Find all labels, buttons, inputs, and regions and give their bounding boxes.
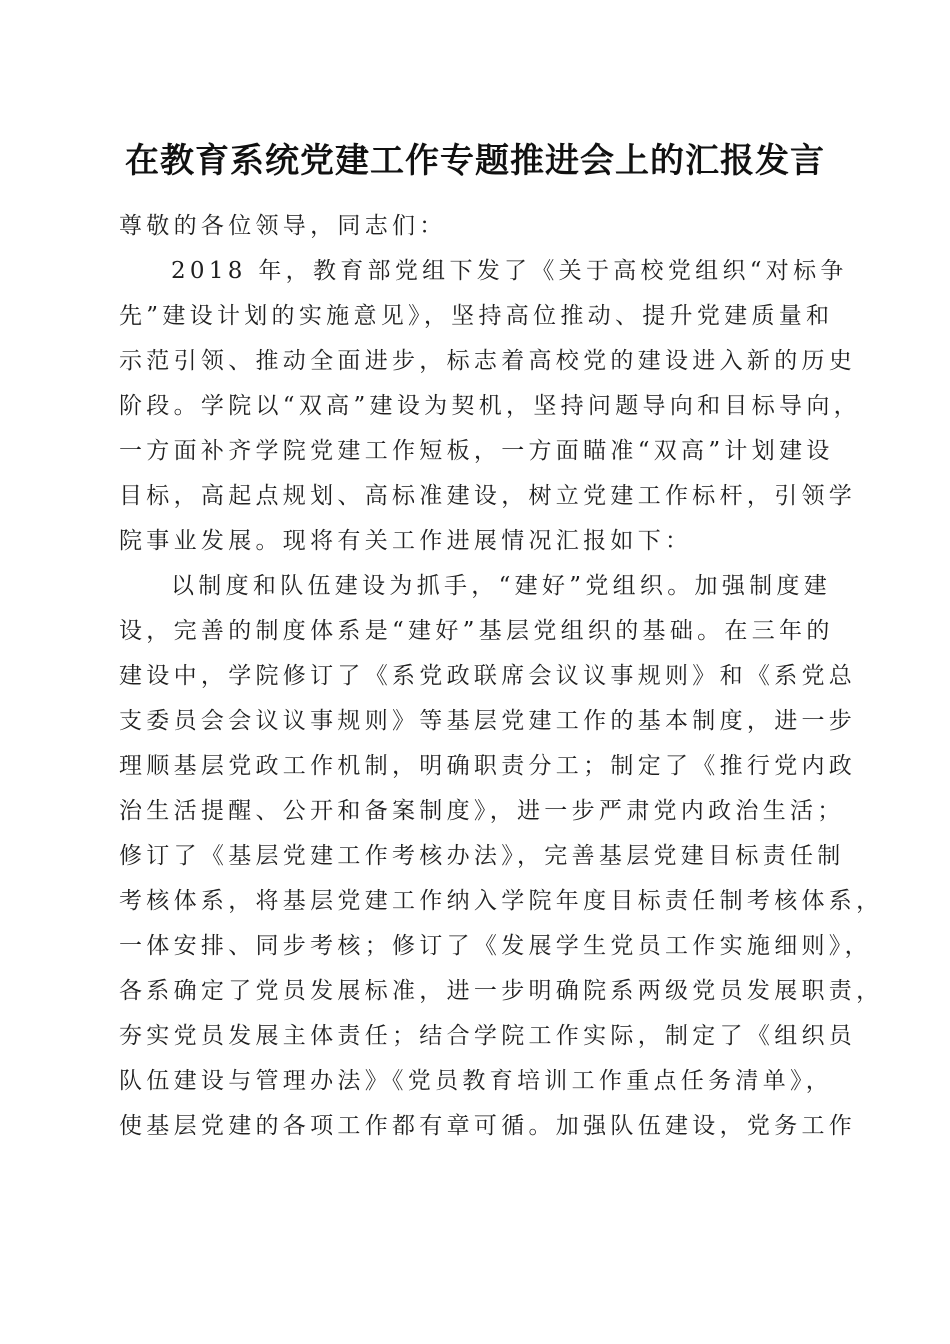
paragraph-2-line: 治生活提醒、公开和备案制度》，进一步严肃党内政治生活； (119, 798, 845, 824)
paragraph-2-line: 使基层党建的各项工作都有章可循。加强队伍建设，党务工作 (119, 1113, 857, 1139)
paragraph-1-line: 阶段。学院以“双高”建设为契机，坚持问题导向和目标导向， (119, 393, 861, 419)
paragraph-2-line: 设，完善的制度体系是“建好”基层党组织的基础。在三年的 (119, 618, 834, 644)
paragraph-2-line: 理顺基层党政工作机制，明确职责分工；制定了《推行党内政 (119, 753, 857, 779)
paragraph-2-line: 队伍建设与管理办法》《党员教育培训工作重点任务清单》， (119, 1068, 834, 1094)
paragraph-2-line: 修订了《基层党建工作考核办法》，完善基层党建目标责任制 (119, 843, 845, 869)
paragraph-1-line: 目标，高起点规划、高标准建设，树立党建工作标杆，引领学 (119, 483, 857, 509)
paragraph-2-line: 一体安排、同步考核；修订了《发展学生党员工作实施细则》， (119, 933, 872, 959)
paragraph-2-line: 考核体系，将基层党建工作纳入学院年度目标责任制考核体系， (119, 888, 884, 914)
paragraph-2-line: 建设中，学院修订了《系党政联席会议议事规则》和《系党总 (119, 663, 857, 689)
paragraph-1-line: 一方面补齐学院党建工作短板，一方面瞄准“双高”计划建设 (119, 438, 834, 464)
paragraph-2-line: 夯实党员发展主体责任；结合学院工作实际，制定了《组织员 (119, 1023, 857, 1049)
document-title: 在教育系统党建工作专题推进会上的汇报发言 (125, 141, 825, 181)
paragraph-1-line: 先”建设计划的实施意见》，坚持高位推动、提升党建质量和 (119, 303, 834, 329)
paragraph-2-line: 各系确定了党员发展标准，进一步明确院系两级党员发展职责， (119, 978, 884, 1004)
paragraph-2-line: 支委员会会议议事规则》等基层党建工作的基本制度，进一步 (119, 708, 857, 734)
greeting-line: 尊敬的各位领导，同志们： (119, 213, 447, 239)
paragraph-1-line: 院事业发展。现将有关工作进展情况汇报如下： (119, 528, 693, 554)
paragraph-2-line: 以制度和队伍建设为抓手，“建好”党组织。加强制度建 (171, 573, 832, 599)
paragraph-1-line: 示范引领、推动全面进步，标志着高校党的建设进入新的历史 (119, 348, 857, 374)
document-body (119, 204, 884, 1149)
paragraph-1-line: 2018 年，教育部党组下发了《关于高校党组织“对标争 (171, 258, 848, 284)
